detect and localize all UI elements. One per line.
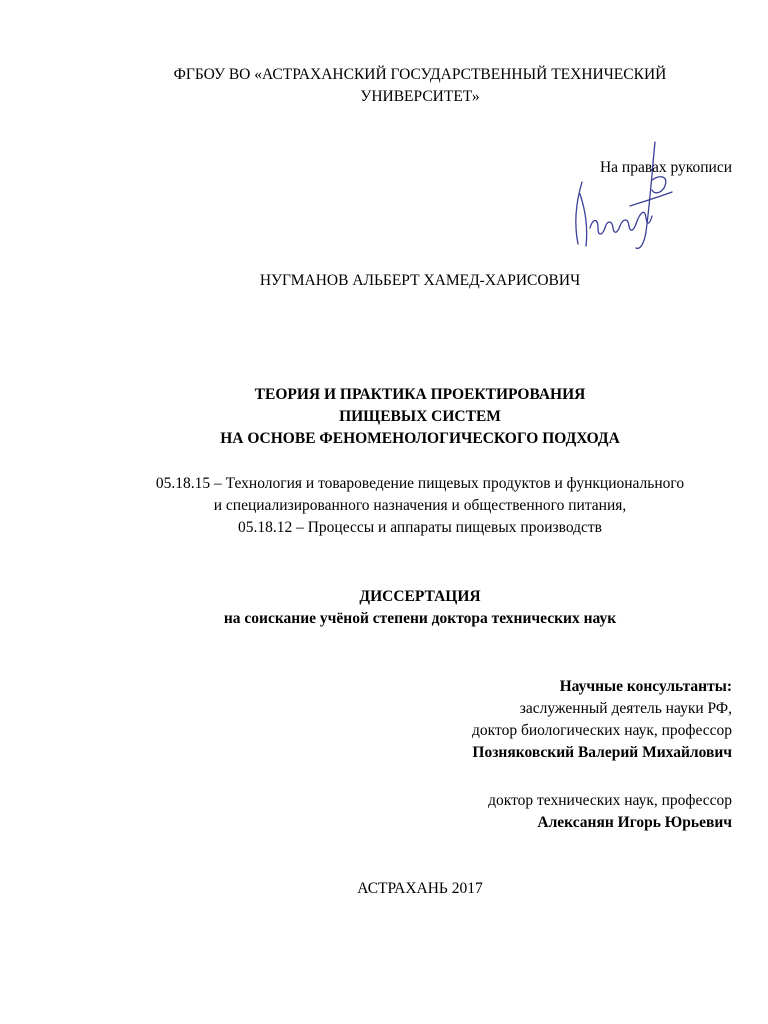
consultant-1-title-line-2: доктор биологических наук, профессор bbox=[472, 722, 732, 739]
consultant-1-title-line-1: заслуженный деятель науки РФ, bbox=[519, 700, 732, 717]
thesis-type bbox=[100, 586, 740, 630]
manuscript-note-text: На правах рукописи bbox=[599, 159, 732, 176]
handwritten-signature bbox=[560, 132, 680, 257]
university-line-2: УНИВЕРСИТЕТ» bbox=[360, 88, 480, 105]
specialty-line-3: 05.18.12 – Процессы и аппараты пищевых производств bbox=[237, 519, 602, 536]
manuscript-note bbox=[500, 157, 732, 179]
specialties bbox=[100, 473, 740, 539]
thesis-type-label: ДИССЕРТАЦИЯ bbox=[359, 588, 481, 605]
author-name bbox=[100, 270, 740, 292]
scientific-consultants bbox=[300, 676, 732, 764]
title-line-1: ТЕОРИЯ И ПРАКТИКА ПРОЕКТИРОВАНИЯ bbox=[254, 386, 586, 403]
university-header bbox=[100, 64, 740, 108]
consultant-2-name: Алексанян Игорь Юрьевич bbox=[537, 814, 732, 831]
consultant-1-name: Позняковский Валерий Михайлович bbox=[472, 744, 732, 761]
city-year bbox=[100, 878, 740, 900]
university-line-1: ФГБОУ ВО «АСТРАХАНСКИЙ ГОСУДАРСТВЕННЫЙ ТЕХНИЧЕСКИЙ bbox=[173, 66, 667, 83]
title-line-2: ПИЩЕВЫХ СИСТЕМ bbox=[339, 408, 501, 425]
specialty-line-1: 05.18.15 – Технология и товароведение пищевых продуктов и функционального bbox=[155, 475, 685, 492]
dissertation-title bbox=[100, 384, 740, 450]
author-name-text: НУГМАНОВ АЛЬБЕРТ ХАМЕД-ХАРИСОВИЧ bbox=[259, 272, 581, 289]
city-year-text: АСТРАХАНЬ 2017 bbox=[357, 880, 483, 897]
consultants-heading: Научные консультанты: bbox=[559, 678, 732, 695]
specialty-line-2: и специализированного назначения и общественного питания, bbox=[213, 497, 627, 514]
title-line-3: НА ОСНОВЕ ФЕНОМЕНОЛОГИЧЕСКОГО ПОДХОДА bbox=[220, 430, 620, 447]
second-consultant bbox=[300, 790, 732, 834]
thesis-degree-label: на соискание учёной степени доктора технических наук bbox=[223, 610, 617, 627]
consultant-2-title: доктор технических наук, профессор bbox=[488, 792, 732, 809]
